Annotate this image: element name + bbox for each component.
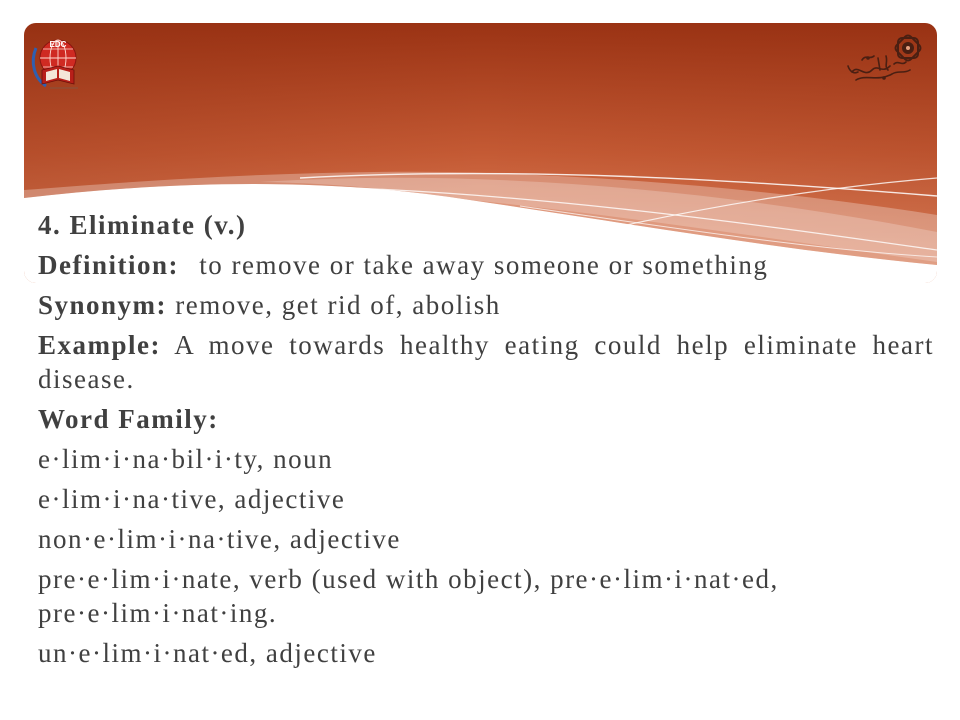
- synonym-text: remove, get rid of, abolish: [175, 290, 501, 320]
- definition-text: to remove or take away someone or something: [199, 250, 769, 280]
- word-family-item: non·e·lim·i·na·tive, adjective: [38, 524, 401, 554]
- example-row: [38, 328, 934, 396]
- definition-label: Definition:: [38, 250, 179, 280]
- example-label: Example:: [38, 330, 161, 360]
- edc-lettering: EDC: [49, 40, 67, 49]
- word-family-label: Word Family:: [38, 404, 219, 434]
- synonym-row: [38, 288, 934, 322]
- definition-row: [38, 248, 934, 282]
- word-family-item: pre·e·lim·i·nate, verb (used with object), pre·e·lim·i·nat·ed, pre·e·lim·i·nat·ing.: [38, 564, 779, 628]
- example-text: A move towards healthy eating could help eliminate heart disease.: [38, 330, 935, 394]
- word-family-item: un·e·lim·i·nat·ed, adjective: [38, 638, 377, 668]
- slide-body: [38, 208, 934, 676]
- slide-title: 4. Eliminate (v.): [38, 210, 247, 240]
- word-family-item: e·lim·i·na·tive, adjective: [38, 484, 346, 514]
- word-family-item: e·lim·i·na·bil·i·ty, noun: [38, 444, 334, 474]
- synonym-label: Synonym:: [38, 290, 168, 320]
